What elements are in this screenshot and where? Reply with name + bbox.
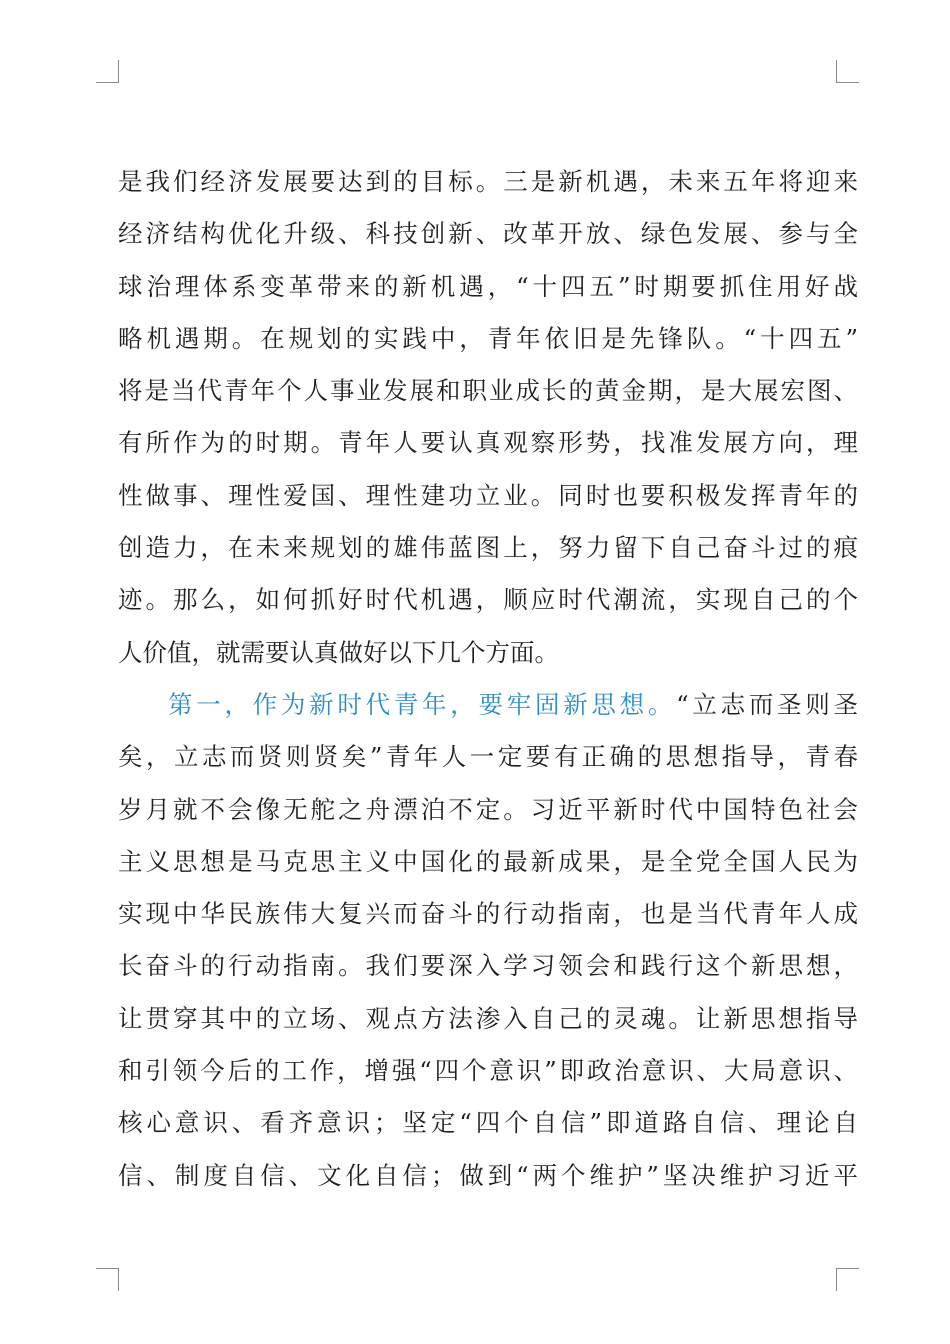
body-line: 经济结构优化升级、科技创新、改革开放、绿色发展、参与全: [118, 219, 858, 249]
body-line: 略机遇期。在规划的实践中，青年依旧是先锋队。“十四五”: [118, 323, 858, 353]
body-line: 创造力，在未来规划的雄伟蓝图上，努力留下自己奋斗过的痕: [118, 533, 858, 563]
section-line: 信、制度自信、文化自信；做到“两个维护”坚决维护习近平: [118, 1160, 858, 1190]
body-line: 是我们经济发展要达到的目标。三是新机遇，未来五年将迎来: [118, 167, 858, 196]
section-heading: 第一，作为新时代青年，要牢固新思想。: [168, 689, 677, 719]
section-line: 主义思想是马克思主义中国化的最新成果，是全党全国人民为: [118, 846, 858, 876]
crop-mark-top-right: [836, 60, 859, 83]
body-line: 人价值，就需要认真做好以下几个方面。: [118, 637, 559, 667]
body-line: 球治理体系变革带来的新机遇，“十四五”时期要抓住用好战: [118, 271, 858, 301]
section-line: 和引领今后的工作，增强“四个意识”即政治意识、大局意识、: [118, 1056, 858, 1086]
crop-mark-bottom-right: [836, 1268, 859, 1291]
crop-mark-top-left: [96, 60, 119, 83]
body-line: 将是当代青年个人事业发展和职业成长的黄金期，是大展宏图、: [118, 376, 858, 406]
section-first-line: [118, 679, 858, 731]
section-line: 核心意识、看齐意识；坚定“四个自信”即道路自信、理论自: [118, 1108, 858, 1138]
section-line: 实现中华民族伟大复兴而奋斗的行动指南，也是当代青年人成: [118, 899, 858, 929]
section-first-line-text: “立志而圣则圣: [676, 689, 859, 719]
document-body: [118, 156, 858, 1202]
section-line: 让贯穿其中的立场、观点方法渗入自己的灵魂。让新思想指导: [118, 1003, 858, 1033]
body-line: 迹。那么，如何抓好时代机遇，顺应时代潮流，实现自己的个: [118, 585, 858, 615]
section-line: 矣，立志而贤则贤矣”青年人一定要有正确的思想指导，青春: [118, 742, 858, 772]
body-line: 性做事、理性爱国、理性建功立业。同时也要积极发挥青年的: [118, 480, 858, 510]
section-line: 长奋斗的行动指南。我们要深入学习领会和践行这个新思想，: [118, 951, 858, 981]
section-line: 岁月就不会像无舵之舟漂泊不定。习近平新时代中国特色社会: [118, 794, 858, 824]
body-line: 有所作为的时期。青年人要认真观察形势，找准发展方向，理: [118, 428, 858, 458]
crop-mark-bottom-left: [96, 1268, 119, 1291]
